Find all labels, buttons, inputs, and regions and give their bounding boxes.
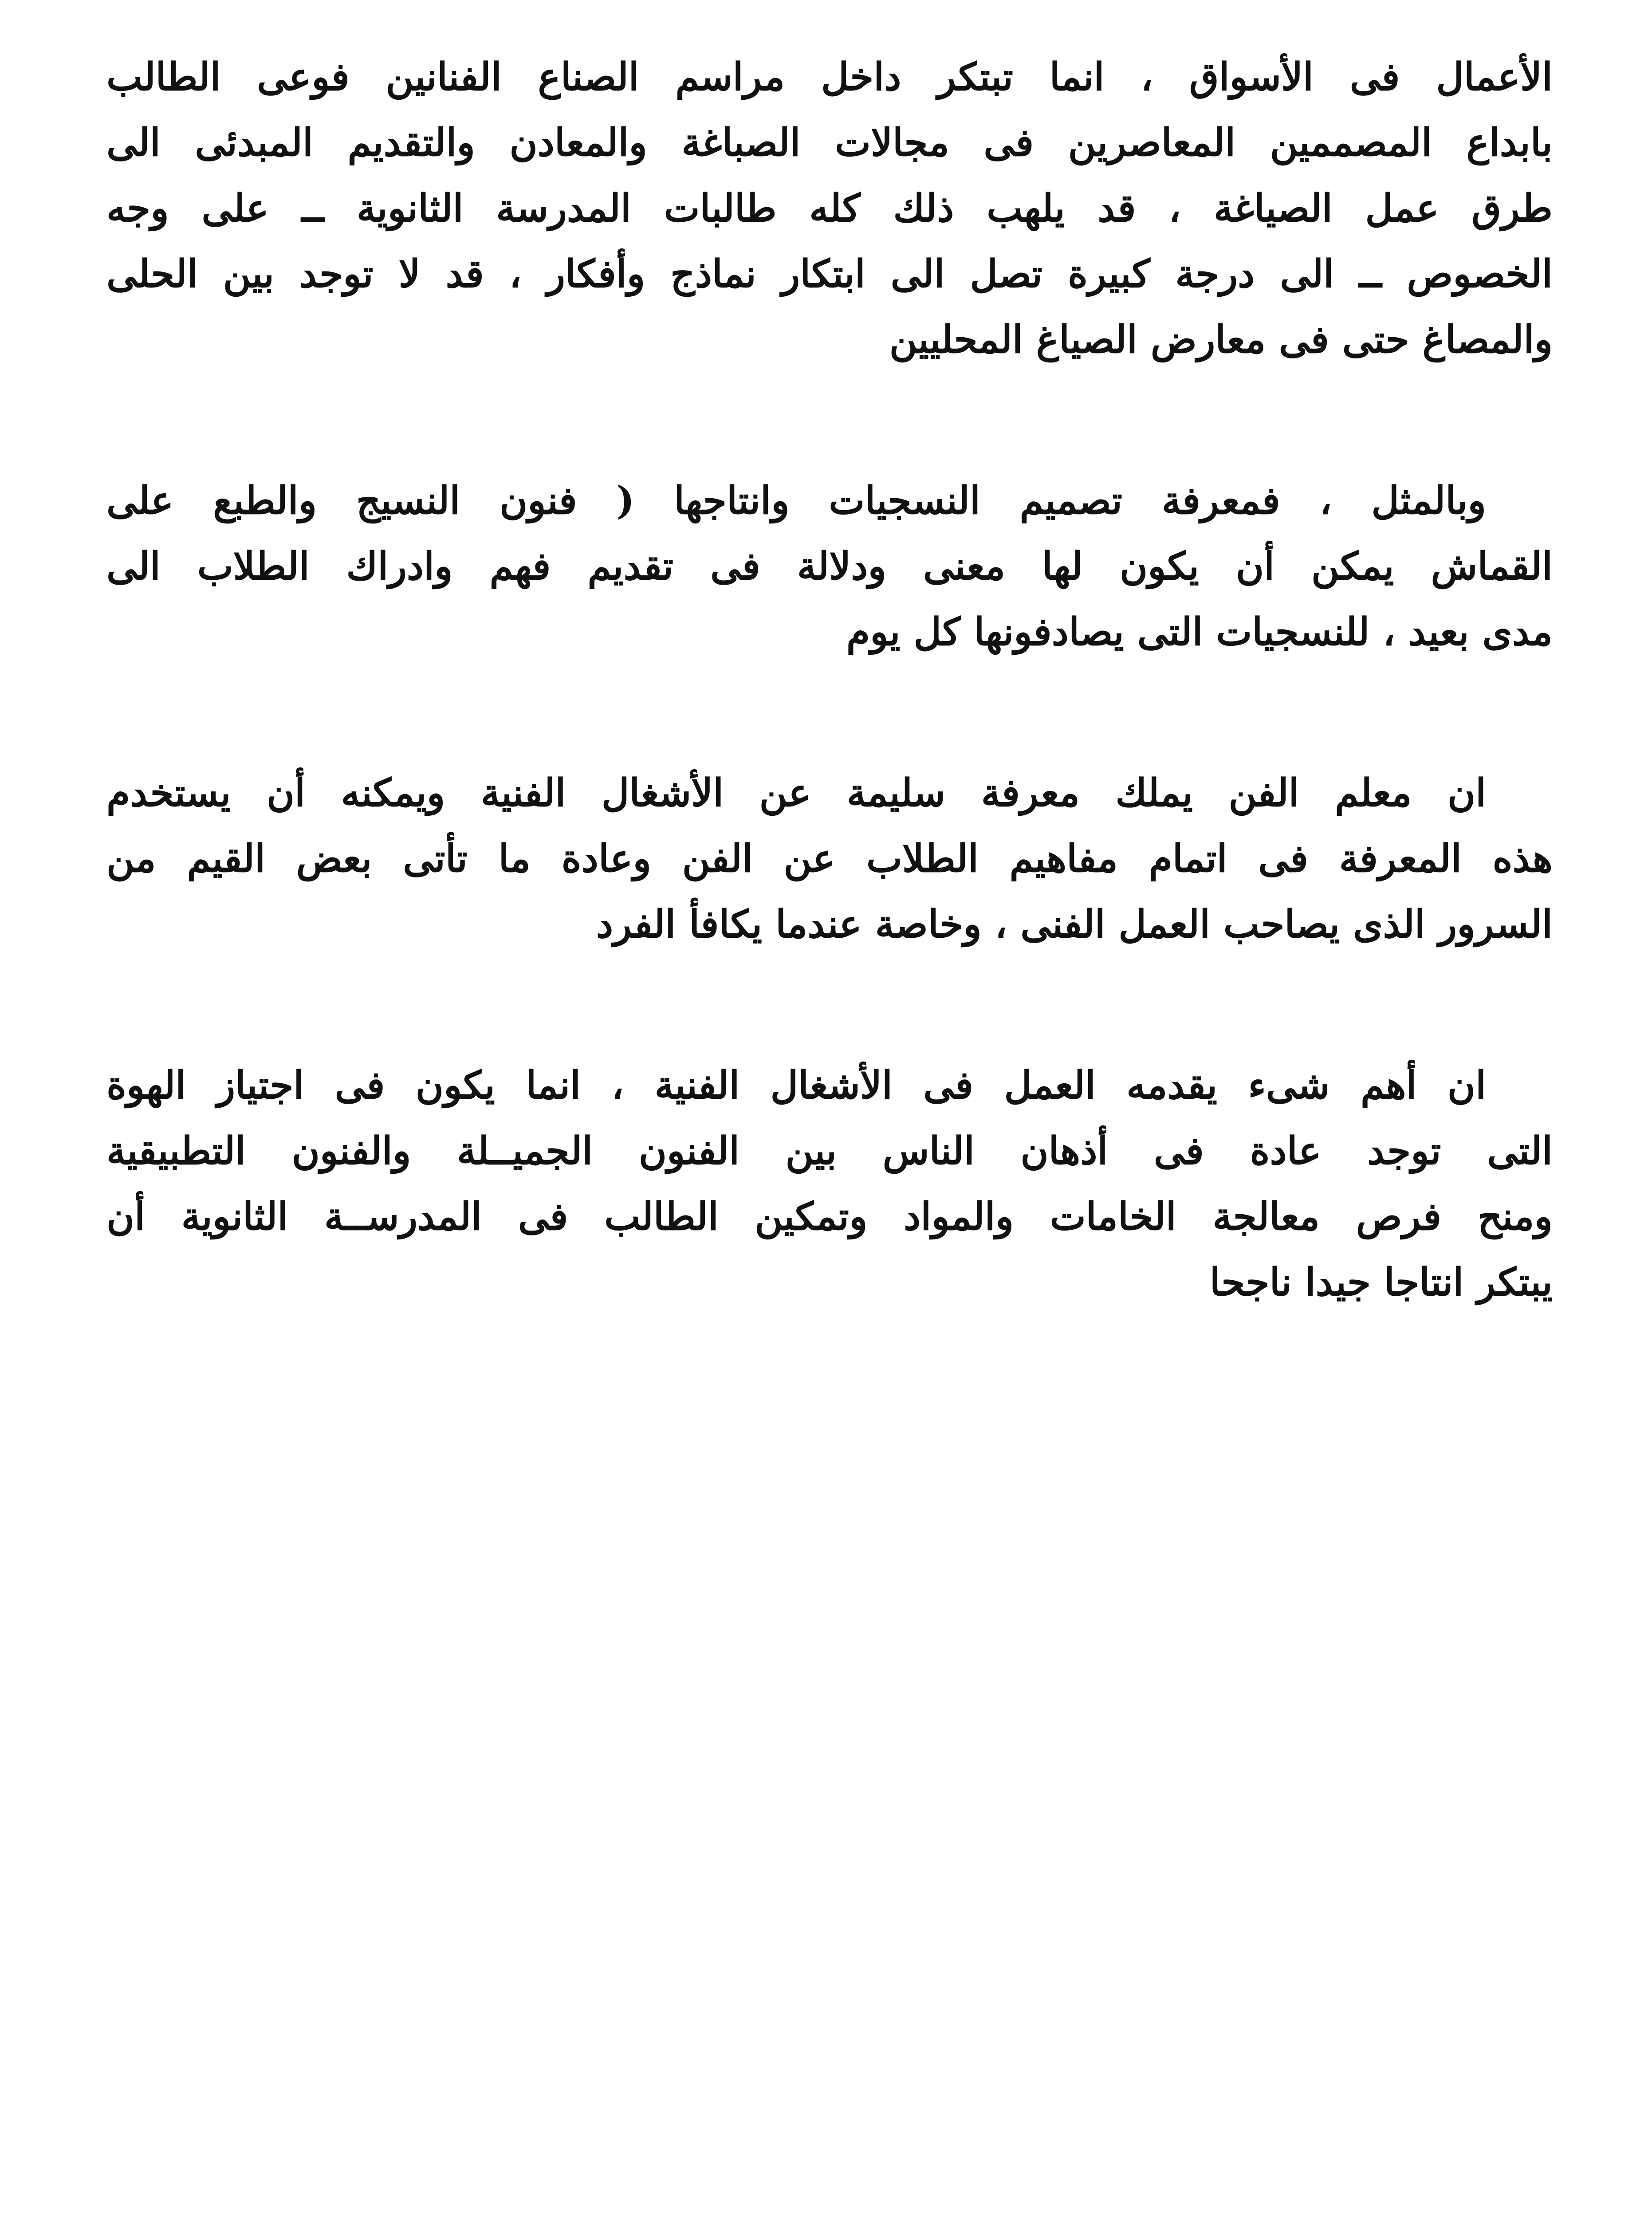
text-line: وبالمثل ، فمعرفة تصميم النسجيات وانتاجها ( فنون النسيج والطبع على bbox=[106, 478, 1486, 523]
text-line: مدى بعيد ، للنسجيات التى يصادفونها كل يوم bbox=[846, 610, 1553, 654]
text-line: طرق عمل الصياغة ، قد يلهب ذلك كله طالبات المدرسة الثانوية ــ على وجه bbox=[106, 186, 1553, 231]
paragraph-3 bbox=[106, 760, 1553, 957]
paragraph-4 bbox=[106, 1053, 1553, 1315]
text-line: ان أهم شىء يقدمه العمل فى الأشغال الفنية ، انما يكون فى اجتياز الهوة bbox=[106, 1063, 1486, 1108]
paragraph-2 bbox=[106, 468, 1553, 665]
text-line: ومنح فرص معالجة الخامات والمواد وتمكين الطالب فى المدرســة الثانوية أن bbox=[106, 1194, 1553, 1239]
text-line: الأعمال فى الأسواق ، انما تبتكر داخل مراسم الصناع الفنانين فوعى الطالب bbox=[106, 55, 1553, 99]
text-line: الخصوص ــ الى درجة كبيرة تصل الى ابتكار نماذج وأفكار ، قد لا توجد بين الحلى bbox=[106, 252, 1553, 296]
text-line: هذه المعرفة فى اتمام مفاهيم الطلاب عن الفن وعادة ما تأتى بعض القيم من bbox=[106, 836, 1553, 881]
text-line: يبتكر انتاجا جيدا ناجحا bbox=[1209, 1260, 1553, 1305]
text-line: ان معلم الفن يملك معرفة سليمة عن الأشغال الفنية ويمكنه أن يستخدم bbox=[106, 771, 1486, 815]
paragraph-1 bbox=[106, 44, 1553, 373]
text-line: القماش يمكن أن يكون لها معنى ودلالة فى تقديم فهم وادراك الطلاب الى bbox=[106, 544, 1553, 589]
text-line: السرور الذى يصاحب العمل الفنى ، وخاصة عندما يكافأ الفرد bbox=[596, 902, 1553, 947]
text-line: بابداع المصممين المعاصرين فى مجالات الصباغة والمعادن والتقديم المبدئى الى bbox=[106, 120, 1553, 165]
text-line: التى توجد عادة فى أذهان الناس بين الفنون الجميــلة والفنون التطبيقية bbox=[106, 1129, 1553, 1173]
text-line: والمصاغ حتى فى معارض الصياغ المحليين bbox=[889, 317, 1553, 362]
body-text bbox=[106, 44, 1553, 1315]
